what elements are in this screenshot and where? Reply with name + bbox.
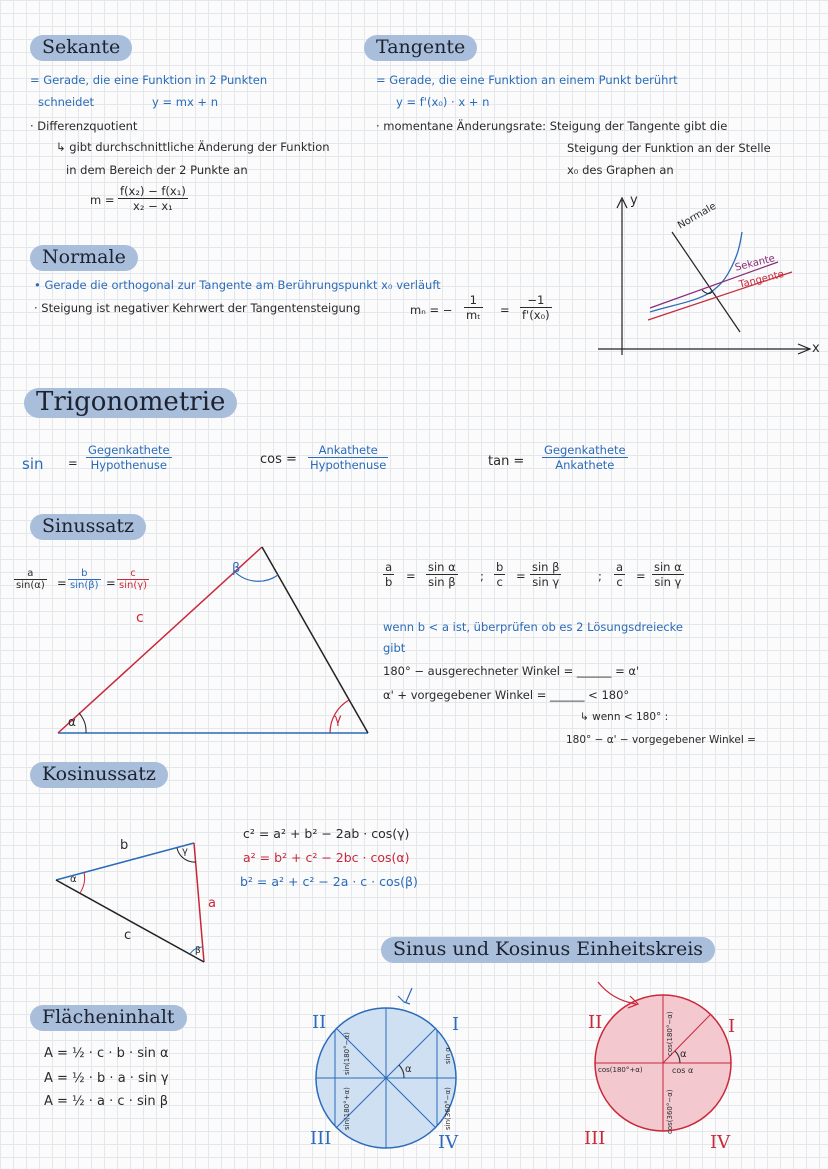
sinussatz-triangle [58, 547, 368, 733]
sekante-definition: = Gerade, die eine Funktion in 2 Punkten [30, 73, 268, 87]
sinussatz-heading: Sinussatz [30, 514, 146, 540]
sinussatz-note: wenn b < a ist, überprüfen ob es 2 Lösungsdreiecke [383, 620, 683, 634]
fraction-denominator: sin(β) [70, 580, 99, 591]
blue-quadrant-2: II [312, 1012, 327, 1033]
blue-quadrant-3: III [310, 1128, 332, 1149]
fraction-numerator: a [383, 560, 394, 575]
function-curve [650, 232, 742, 312]
kos-angle-beta: β [195, 946, 201, 956]
angle-alpha: α [68, 715, 76, 729]
normale-steigung: · Steigung ist negativer Kehrwert der Tangentensteigung [34, 301, 361, 315]
fraction-denominator: sin β [428, 575, 456, 589]
m-label: m = [90, 193, 115, 207]
tangente-aenderungsrate: · momentane Änderungsrate: Steigung der Tangente gibt die [376, 119, 728, 133]
red-angle-alpha: α [680, 1049, 687, 1060]
red-quadrant-2: II [588, 1012, 603, 1033]
fraction-numerator: b [496, 560, 504, 574]
fraction-denominator: sin γ [532, 575, 560, 589]
differenzquotient-fraction [118, 184, 188, 213]
blue-quadrant-1: I [452, 1014, 460, 1035]
kos-side-b: b [120, 838, 129, 853]
sin-equals: = [68, 456, 78, 470]
sinussatz-calc-2: α' + vorgegebener Winkel = ______ < 180° [383, 688, 630, 702]
fraction-numerator: sin β [532, 560, 560, 574]
kos-angle-gamma: γ [182, 846, 188, 857]
tangente-equation: y = f'(x₀) · x + n [396, 95, 490, 109]
fraction-numerator: 1 [464, 293, 483, 308]
fraction-denominator: c [496, 575, 503, 589]
fraction-denominator: Hypothenuse [90, 458, 167, 472]
sinussatz-note-cont: gibt [383, 641, 406, 655]
unit-circle-blue [316, 988, 456, 1148]
triangle-side-c: c [136, 610, 144, 626]
flaeche-eq-1: A = ½ · c · b · sin α [44, 1046, 169, 1061]
fraction-numerator: Ankathete [308, 443, 388, 458]
fraction-denominator: Ankathete [555, 458, 615, 472]
angle-beta: β [232, 561, 241, 576]
normale-graph-label: Normale [676, 200, 719, 232]
ratio-a-c [614, 560, 625, 589]
sekante-heading: Sekante [30, 35, 132, 61]
differenzquotient-label: · Differenzquotient [30, 119, 138, 133]
red-cos-360-minus: cos(360°−α) [666, 1089, 674, 1134]
tan-fraction [542, 443, 628, 472]
ratio-b-c [494, 560, 505, 589]
normale-fraction-1 [464, 293, 483, 322]
kos-angle-alpha: α [70, 874, 77, 885]
blue-sin-180-minus: sin(180°−α) [343, 1032, 351, 1075]
cos-fraction [308, 443, 388, 472]
ratio-sin-a-b [426, 560, 458, 589]
blue-sin-alpha: sin α [444, 1047, 452, 1064]
y-axis-label: y [630, 193, 638, 208]
fraction-denominator: sin(γ) [119, 580, 148, 591]
fraction-denominator: sin γ [654, 575, 682, 589]
fraction-numerator: Gegenkathete [88, 443, 170, 457]
normale-heading: Normale [30, 245, 138, 271]
red-cos-180-plus: cos(180°+α) [598, 1066, 643, 1074]
sekante-explanation: ↳ gibt durchschnittliche Änderung der Funktion [56, 140, 330, 154]
fraction-numerator: b [68, 568, 101, 580]
fraction-denominator: Hypothenuse [310, 458, 387, 472]
sinussatz-fraction-a [14, 568, 47, 591]
normale-equals: = [500, 303, 510, 317]
kosinussatz-eq-1: c² = a² + b² − 2ab · cos(γ) [243, 826, 410, 841]
normale-fraction-2 [520, 293, 552, 322]
kosinussatz-triangle [56, 843, 204, 962]
unit-circle-red [595, 982, 731, 1131]
fraction-denominator: x₂ − x₁ [133, 199, 173, 213]
fraction-numerator: f(x₂) − f(x₁) [120, 184, 186, 198]
sekante-graph-label: Sekante [734, 253, 777, 274]
fraction-denominator: c [616, 575, 623, 589]
normale-mn: mₙ = − [410, 303, 453, 317]
x-axis-label: x [812, 341, 820, 356]
red-cos-180-minus: cos(180°−α) [666, 1011, 674, 1056]
sinussatz-fraction-b [68, 568, 101, 591]
red-quadrant-4: IV [710, 1132, 731, 1153]
einheitskreis-heading: Sinus und Kosinus Einheitskreis [381, 937, 715, 963]
trigonometrie-heading: Trigonometrie [24, 388, 237, 418]
fraction-numerator: a [616, 560, 624, 574]
kosinussatz-eq-3: b² = a² + c² − 2a · c · cos(β) [240, 874, 418, 889]
blue-sin-180-plus: sin(180°+α) [343, 1087, 351, 1130]
fraction-numerator: Gegenkathete [544, 443, 626, 457]
fraction-denominator: f'(x₀) [522, 308, 550, 322]
angle-gamma: γ [334, 712, 342, 727]
tangente-heading: Tangente [364, 35, 477, 61]
fraction-numerator: sin α [654, 560, 682, 574]
red-quadrant-1: I [728, 1016, 736, 1037]
sinussatz-calc-4: 180° − α' − vorgegebener Winkel = [566, 734, 756, 746]
ratio-sin-b-c [530, 560, 561, 589]
flaeche-eq-3: A = ½ · a · c · sin β [44, 1094, 169, 1109]
sin-label: sin [22, 455, 44, 473]
cos-label: cos = [260, 452, 297, 467]
sinussatz-fraction-c [117, 568, 149, 591]
fraction-numerator: a [14, 568, 47, 580]
fraction-numerator: c [117, 568, 149, 580]
red-quadrant-3: III [584, 1128, 606, 1149]
tan-label: tan = [488, 454, 525, 469]
blue-sin-360-minus: sin(360°−α) [444, 1087, 452, 1130]
sinussatz-calc-1: 180° − ausgerechneter Winkel = ______ = α' [383, 664, 640, 678]
fraction-numerator: −1 [520, 293, 552, 308]
fraction-denominator: mₜ [466, 308, 481, 322]
blue-angle-alpha: α [405, 1064, 412, 1075]
kosinussatz-heading: Kosinussatz [30, 762, 168, 788]
sinussatz-calc-3: ↳ wenn < 180° : [580, 711, 669, 723]
sekante-definition-cont: schneidet [38, 95, 95, 109]
kos-side-a: a [208, 896, 216, 911]
tangente-aenderungsrate-cont: Steigung der Funktion an der Stelle [567, 141, 771, 155]
blue-quadrant-4: IV [438, 1132, 459, 1153]
sekante-equation: y = mx + n [152, 95, 218, 109]
sin-fraction [86, 443, 172, 472]
red-cos-alpha: cos α [672, 1066, 694, 1075]
sekante-explanation-cont: in dem Bereich der 2 Punkte an [66, 163, 248, 177]
normale-line [672, 232, 740, 332]
kosinussatz-eq-2: a² = b² + c² − 2bc · cos(α) [243, 850, 410, 865]
fraction-denominator: sin(α) [16, 580, 45, 591]
flaecheninhalt-heading: Flächeninhalt [30, 1005, 187, 1031]
tangente-definition: = Gerade, die eine Funktion an einem Punkt berührt [376, 73, 678, 87]
fraction-denominator: b [385, 575, 393, 589]
tangente-aenderungsrate-cont2: x₀ des Graphen an [567, 163, 674, 177]
ratio-a-b [383, 560, 394, 589]
kos-side-c: c [124, 928, 132, 943]
normale-definition: • Gerade die orthogonal zur Tangente am Berührungspunkt x₀ verläuft [34, 278, 441, 292]
ratio-sin-a-c [652, 560, 684, 589]
fraction-numerator: sin α [428, 560, 456, 574]
tangente-graph-label: Tangente [738, 268, 786, 291]
flaeche-eq-2: A = ½ · b · a · sin γ [44, 1071, 169, 1086]
